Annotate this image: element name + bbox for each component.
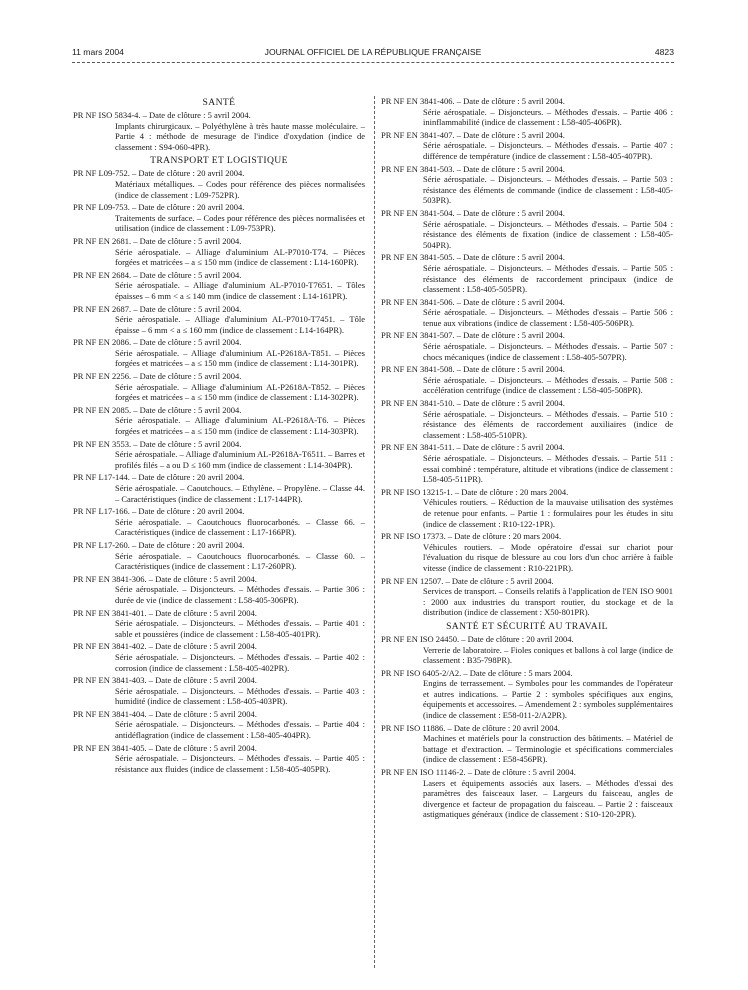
entry-description: Série aérospatiale. – Alliage d'aluminium AL-P7010-T7451. – Tôle épaisse – 6 mm < a ≤ 160 mm (indice de classement : L14-164PR). — [115, 314, 365, 335]
entry-reference: PR NF EN 2085. – Date de clôture : 5 avril 2004. — [73, 404, 242, 415]
standard-entry — [381, 576, 673, 618]
entry-reference: PR NF EN 3841-505. – Date de clôture : 5 avril 2004. — [381, 252, 565, 263]
entry-reference: PR NF L17-144. – Date de clôture : 20 avril 2004. — [73, 472, 245, 483]
entry-description: Série aérospatiale. – Disjoncteurs. – Méthodes d'essais. – Partie 306 : durée de vie (indice de classement : L58-405-306PR). — [115, 584, 365, 605]
entry-description: Services de transport. – Conseils relatifs à l'application de l'EN ISO 9001 : 2000 aux industries du transport routier, du stockage et de la distribution (indice de classement : X50-801PR). — [423, 586, 673, 618]
entry-reference: PR NF ISO 6405-2/A2. – Date de clôture : 5 mars 2004. — [381, 667, 573, 678]
entry-description: Série aérospatiale. – Disjoncteurs. – Méthodes d'essais. – Partie 504 : résistance des éléments de fixation (indice de classement : L58-405-504PR). — [423, 218, 673, 250]
standard-entry — [381, 364, 673, 396]
entry-reference: PR NF ISO 17373. – Date de clôture : 20 mars 2004. — [381, 531, 562, 542]
entry-description: Engins de terrassement. – Symboles pour les commandes de l'opérateur et autres indications. – Partie 2 : symboles spécifiques aux engins, équipements et accessoires. – Amendement 2 : symboles supplémentaires (indice de classement : E58-011-2/A2PR). — [423, 678, 673, 721]
entry-description: Série aérospatiale. – Disjoncteurs. – Méthodes d'essais. – Partie 511 : essai combiné : température, altitude et vibrations (indice de classement : L58-405-511PR). — [423, 453, 673, 485]
standard-entry — [73, 439, 365, 471]
standard-entry — [73, 405, 365, 437]
standard-entry — [381, 297, 673, 329]
entry-description: Série aérospatiale. – Alliage d'aluminium AL-P7010-T74. – Pièces forgées et matricées – a ≤ 150 mm (indice de classement : L14-160PR). — [115, 246, 365, 268]
entry-description: Série aérospatiale. – Disjoncteurs. – Méthodes d'essais. – Partie 503 : résistance des éléments de commande (indice de classement : L58-405-503PR). — [423, 174, 673, 206]
section-heading: TRANSPORT ET LOGISTIQUE — [150, 155, 288, 167]
entry-reference: PR NF EN 3841-504. – Date de clôture : 5 avril 2004. — [381, 207, 565, 218]
entry-description: Série aérospatiale. – Disjoncteurs. – Méthodes d'essais. – Partie 402 : corrosion (indice de classement : L58-405-402PR). — [115, 651, 365, 673]
entry-description: Série aérospatiale. – Disjoncteurs. – Méthodes d'essais – Partie 506 : tenue aux vibrations (indice de classement : L58-405-506PR). — [423, 307, 673, 328]
standard-entry — [73, 236, 365, 268]
entry-reference: PR NF EN 3841-507. – Date de clôture : 5 avril 2004. — [381, 330, 565, 341]
standard-entry — [73, 608, 365, 640]
header-title: JOURNAL OFFICIEL DE LA RÉPUBLIQUE FRANÇAISE — [264, 47, 482, 57]
header-rule — [72, 62, 674, 63]
standard-entry — [73, 304, 365, 336]
entry-reference: PR NF EN 12507. – Date de clôture : 5 avril 2004. — [381, 575, 554, 586]
entry-description: Verrerie de laboratoire. – Fioles coniques et ballons à col large (indice de classement : B35-798PR). — [423, 644, 673, 666]
standard-entry — [381, 252, 673, 294]
entry-reference: PR NF EN 2684. – Date de clôture : 5 avril 2004. — [73, 269, 242, 280]
entry-description: Série aérospatiale. – Alliage d'aluminium AL-P2618A-T6511. – Barres et profilés filés – a ou D ≤ 160 mm (indice de classement : L14-304PR). — [115, 449, 365, 470]
entry-reference: PR NF L17-166. – Date de clôture : 20 avril 2004. — [73, 506, 245, 517]
standard-entry — [381, 96, 673, 128]
entry-description: Série aérospatiale. – Disjoncteurs. – Méthodes d'essais. – Partie 403 : humidité (indice de classement : L58-405-403PR). — [115, 685, 365, 707]
standard-entry — [73, 371, 365, 403]
entry-description: Série aérospatiale. – Disjoncteurs. – Méthodes d'essais. – Partie 407 : différence de température (indice de classement : L58-405-407PR). — [423, 140, 673, 161]
header-date: 11 mars 2004 — [72, 47, 124, 57]
standard-entry — [73, 202, 365, 234]
standard-entry — [73, 472, 365, 504]
standard-entry — [381, 634, 673, 666]
entry-description: Série aérospatiale. – Alliage d'aluminium AL-P2618A-T851. – Pièces forgées et matricées – a ≤ 150 mm (indice de classement : L14-301PR). — [115, 347, 365, 369]
entry-description: Série aérospatiale. – Disjoncteurs. – Méthodes d'essais. – Partie 507 : chocs mécaniques (indice de classement : L58-405-507PR). — [423, 341, 673, 362]
entry-description: Série aérospatiale. – Disjoncteurs. – Méthodes d'essais. – Partie 505 : résistance des éléments de raccordement principaux (indice de classement : L58-405-505PR). — [423, 262, 673, 295]
entry-reference: PR NF EN 3841-406. – Date de clôture : 5 avril 2004. — [381, 96, 565, 106]
entry-reference: PR NF EN 3553. – Date de clôture : 5 avril 2004. — [73, 438, 242, 449]
entry-reference: PR NF ISO 5834-4. – Date de clôture : 5 avril 2004. — [73, 110, 251, 120]
entry-description: Matériaux métalliques. – Codes pour référence des pièces normalisées (indice de classement : L09-752PR). — [115, 178, 365, 200]
standard-entry — [381, 130, 673, 162]
entry-description: Série aérospatiale. – Disjoncteurs. – Méthodes d'essais. – Partie 405 : résistance aux fluides (indice de classement : L58-405-405PR). — [115, 753, 365, 774]
column-separator — [374, 96, 375, 968]
entry-description: Implants chirurgicaux. – Polyéthylène à très haute masse moléculaire. – Partie 4 : méthode de mesurage de l'indice d'oxydation (indice de classement : S94-060-4PR). — [115, 120, 365, 152]
entry-reference: PR NF EN 3841-404. – Date de clôture : 5 avril 2004. — [73, 708, 257, 719]
standard-entry — [73, 168, 365, 200]
entry-reference: PR NF EN 2687. – Date de clôture : 5 avril 2004. — [73, 303, 242, 314]
entry-reference: PR NF EN 3841-306. – Date de clôture : 5 avril 2004. — [73, 573, 257, 584]
standard-entry — [381, 723, 673, 765]
entry-description: Véhicules routiers. – Réduction de la mauvaise utilisation des systèmes de retenue pour enfants. – Partie 1 : formulaires pour les études in situ (indice de classement : R10-122-1PR). — [423, 497, 673, 529]
entry-description: Série aérospatiale. – Alliage d'aluminium AL-P2618A-T852. – Pièces forgées et matricées – a ≤ 150 mm (indice de classement : L14-302PR). — [115, 381, 365, 403]
standard-entry — [73, 540, 365, 572]
standard-entry — [73, 110, 365, 152]
standard-entry — [73, 641, 365, 673]
standard-entry — [73, 675, 365, 707]
entry-reference: PR NF EN 2681. – Date de clôture : 5 avril 2004. — [73, 235, 242, 246]
standard-entry — [73, 506, 365, 538]
standard-entry — [381, 668, 673, 721]
entry-description: Série aérospatiale. – Caoutchoucs. – Ethylène. – Propylène. – Classe 44. – Caractéristiques (indice de classement : L17-144PR). — [115, 483, 365, 504]
standard-entry — [73, 337, 365, 369]
entry-reference: PR NF EN 3841-503. – Date de clôture : 5 avril 2004. — [381, 163, 565, 174]
entry-reference: PR NF EN 3841-511. – Date de clôture : 5 avril 2004. — [381, 442, 565, 453]
entry-description: Série aérospatiale. – Disjoncteurs. – Méthodes d'essais. – Partie 508 : accélération centrifuge (indice de classement : L58-405-508PR). — [423, 374, 673, 396]
standard-entry — [381, 767, 673, 820]
standard-entry — [73, 270, 365, 302]
entry-description: Traitements de surface. – Codes pour référence des pièces normalisées et utilisation (indice de classement : L09-753PR). — [115, 212, 365, 234]
entry-reference: PR NF ISO 11886. – Date de clôture : 20 avril 2004. — [381, 722, 560, 733]
entry-reference: PR NF L09-752. – Date de clôture : 20 avril 2004. — [73, 168, 245, 179]
entry-reference: PR NF EN 2256. – Date de clôture : 5 avril 2004. — [73, 371, 242, 382]
standard-entry — [381, 330, 673, 362]
entry-description: Série aérospatiale. – Disjoncteurs. – Méthodes d'essais. – Partie 406 : ininflammabilité (indice de classement : L58-405-406PR). — [423, 106, 673, 128]
entry-reference: PR NF EN 3841-405. – Date de clôture : 5 avril 2004. — [73, 742, 257, 753]
standard-entry — [381, 398, 673, 440]
entry-reference: PR NF L17-260. – Date de clôture : 20 avril 2004. — [73, 539, 245, 550]
standard-entry — [73, 574, 365, 606]
entry-description: Machines et matériels pour la construction des bâtiments. – Matériel de battage et d'extraction. – Terminologie et spécifications commerciales (indice de classement : E58-456PR). — [423, 733, 673, 765]
entry-description: Série aérospatiale. – Disjoncteurs. – Méthodes d'essais. – Partie 404 : antidéflagration (indice de classement : L58-405-404PR). — [115, 719, 365, 741]
page-header — [72, 47, 674, 61]
entry-reference: PR NF L09-753. – Date de clôture : 20 avril 2004. — [73, 202, 245, 213]
standard-entry — [381, 164, 673, 206]
entry-reference: PR NF EN ISO 24450. – Date de clôture : 20 avril 2004. — [381, 633, 574, 644]
entry-description: Lasers et équipements associés aux lasers. – Méthodes d'essai des paramètres des faisceaux laser. – Largeurs du faisceau, angles de divergence et facteur de propagation du faisceau. – Partie 2 : faisceaux astigmatiques généraux (indice de classement : S10-120-2PR). — [423, 777, 673, 820]
standard-entry — [381, 487, 673, 529]
entry-description: Véhicules routiers. – Mode opératoire d'essai sur chariot pour l'évaluation du risque de blessure au cou lors d'un choc arrière à faible vitesse (indice de classement : R10-221PR). — [423, 541, 673, 573]
entry-reference: PR NF EN 3841-402. – Date de clôture : 5 avril 2004. — [73, 641, 257, 652]
entry-description: Série aérospatiale. – Disjoncteurs. – Méthodes d'essais. – Partie 510 : résistance des éléments de raccordement auxiliaires (indice de classement : L58-405-510PR). — [423, 408, 673, 440]
standard-entry — [73, 743, 365, 775]
entry-reference: PR NF EN ISO 11146-2. – Date de clôture : 5 avril 2004. — [381, 767, 576, 778]
standard-entry — [381, 208, 673, 250]
entry-reference: PR NF EN 3841-506. – Date de clôture : 5 avril 2004. — [381, 296, 565, 307]
section-heading: SANTÉ — [202, 97, 236, 108]
entry-reference: PR NF EN 3841-407. – Date de clôture : 5 avril 2004. — [381, 129, 565, 140]
entry-description: Série aérospatiale. – Caoutchoucs fluorocarbonés. – Classe 60. – Caractéristiques (indice de classement : L17-260PR). — [115, 550, 365, 572]
entry-reference: PR NF EN 3841-401. – Date de clôture : 5 avril 2004. — [73, 607, 257, 618]
entry-reference: PR NF EN 3841-508. – Date de clôture : 5 avril 2004. — [381, 364, 565, 375]
left-column — [73, 96, 365, 776]
entry-reference: PR NF EN 2086. – Date de clôture : 5 avril 2004. — [73, 337, 242, 348]
entry-description: Série aérospatiale. – Caoutchoucs fluorocarbonés. – Classe 66. – Caractéristiques (indice de classement : L17-166PR). — [115, 516, 365, 538]
entry-description: Série aérospatiale. – Disjoncteurs. – Méthodes d'essais. – Partie 401 : sable et poussières (indice de classement : L58-405-401PR). — [115, 618, 365, 639]
standard-entry — [73, 709, 365, 741]
entry-description: Série aérospatiale. – Alliage d'aluminium AL-P2618A-T6. – Pièces forgées et matricées – a ≤ 150 mm (indice de classement : L14-303PR). — [115, 415, 365, 437]
entry-reference: PR NF ISO 13215-1. – Date de clôture : 20 mars 2004. — [381, 486, 569, 497]
entry-reference: PR NF EN 3841-403. – Date de clôture : 5 avril 2004. — [73, 675, 257, 686]
standard-entry — [381, 442, 673, 484]
right-column — [381, 96, 673, 822]
section-heading: SANTÉ ET SÉCURITÉ AU TRAVAIL — [446, 620, 608, 632]
entry-description: Série aérospatiale. – Alliage d'aluminium AL-P7010-T7651. – Tôles épaisses – 6 mm < a ≤ 140 mm (indice de classement : L14-161PR). — [115, 280, 365, 301]
page-number: 4823 — [654, 47, 674, 57]
entry-reference: PR NF EN 3841-510. – Date de clôture : 5 avril 2004. — [381, 398, 565, 409]
standard-entry — [381, 531, 673, 573]
